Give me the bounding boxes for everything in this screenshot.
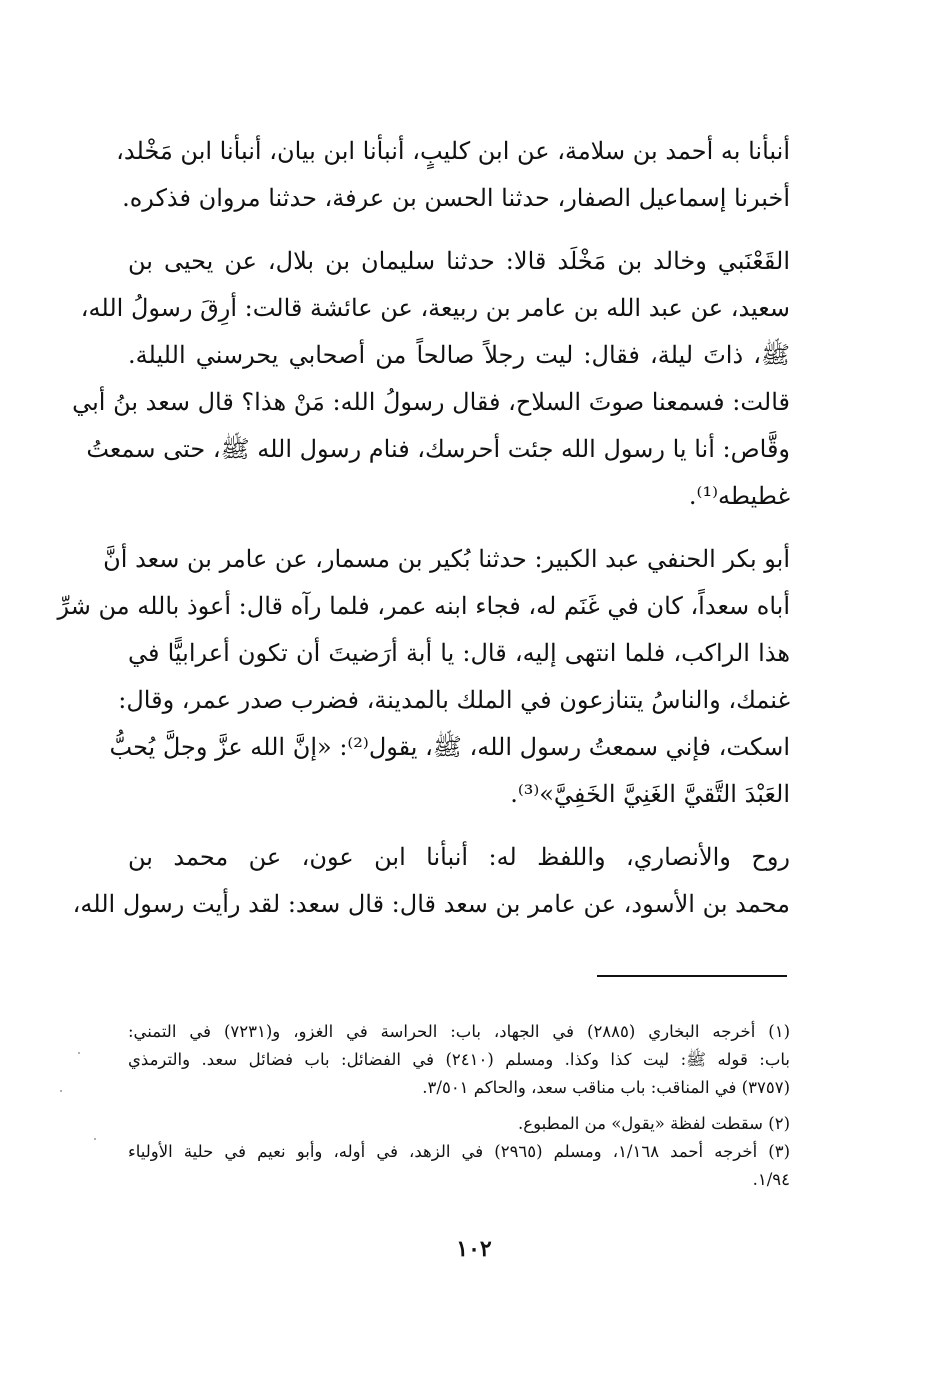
footnote-3 (128, 1138, 790, 1194)
text-line: أخبرنا إسماعيل الصفار، حدثنا الحسن بن عرفة، حدثنا مروان فذكره. (122, 184, 790, 212)
text-line: أنبأنا به أحمد بن سلامة، عن ابن كليبٍ، أنبأنا ابن بيان، أنبأنا ابن مَخْلد، (116, 137, 790, 165)
footnote-line: (٢) سقطت لفظة «يقول» من المطبوع. (518, 1114, 790, 1133)
text-line: هذا الراكب، فلما انتهى إليه، قال: يا أبة أرَضيتَ أن تكون أعرابيًّا في (128, 639, 790, 667)
text-line: محمد بن الأسود، عن عامر بن سعد قال: قال سعد: لقد رأيت رسول الله، (72, 890, 790, 918)
paragraph-2 (72, 238, 790, 520)
text-line: قالت: فسمعنا صوتَ السلاح، فقال رسولُ الله: مَنْ هذا؟ قال سعد بنُ أبي (72, 388, 790, 416)
text-line: غنمك، والناسُ يتنازعون في الملك بالمدينة، فضرب صدر عمر، وقال: (118, 686, 790, 714)
scan-speck (94, 1138, 96, 1140)
footnote-line: (٣٧٥٧) في المناقب: باب مناقب سعد، والحاكم ٣/٥٠١. (422, 1078, 790, 1097)
footnote-separator (597, 975, 787, 977)
paragraph-3 (57, 536, 790, 818)
footnote-line: ١/٩٤. (752, 1170, 790, 1189)
text-line: القَعْنَبي وخالد بن مَخْلَد قالا: حدثنا سليمان بن بلال، عن يحيى بن (128, 247, 790, 275)
page-number: ١٠٢ (456, 1236, 492, 1262)
footnote-line: (٣) أخرجه أحمد ١/١٦٨، ومسلم (٢٩٦٥) في الزهد، في أوله، وأبو نعيم في حلية الأولياء (128, 1142, 790, 1161)
footnote-2 (128, 1110, 790, 1138)
text-line: أبو بكر الحنفي عبد الكبير: حدثنا بُكير بن مسمار، عن عامر بن سعد أنَّ (103, 545, 790, 573)
footnote-line: (١) أخرجه البخاري (٢٨٨٥) في الجهاد، باب: الحراسة في الغزو، و(٧٢٣١) في التمني: (128, 1022, 790, 1041)
footnotes (128, 1018, 790, 1194)
paragraph-1 (116, 128, 790, 222)
text-line: غطيطه⁽¹⁾. (688, 482, 790, 510)
text-line: ﷺ، ذاتَ ليلة، فقال: ليت رجلاً صالحاً من أصحابي يحرسني الليلة. (128, 341, 790, 369)
text-line: العَبْدَ التَّقيَّ الغَنِيَّ الخَفِيَّ»⁽³⁾. (510, 780, 790, 808)
main-text (57, 128, 790, 928)
text-line: روح والأنصاري، واللفظ له: أنبأنا ابن عون، عن محمد بن (128, 843, 790, 871)
text-line: أباه سعداً، كان في غَنَم له، فجاء ابنه عمر، فلما رآه قال: أعوذ بالله من شرِّ (57, 592, 790, 620)
text-line: اسكت، فإني سمعتُ رسول الله، ﷺ، يقول⁽²⁾: «إنَّ الله عزَّ وجلَّ يُحبُّ (109, 733, 790, 761)
text-line: سعيد، عن عبد الله بن عامر بن ربيعة، عن عائشة قالت: أرِقَ رسولُ الله، (80, 294, 790, 322)
footnote-1 (128, 1018, 790, 1102)
text-line: وقَّاص: أنا يا رسول الله جئت أحرسك، فنام رسول الله ﷺ، حتى سمعتُ (86, 435, 790, 463)
footnote-line: باب: قوله ﷺ: ليت كذا وكذا. ومسلم (٢٤١٠) في الفضائل: باب فضائل سعد. والترمذي (128, 1050, 790, 1069)
scan-speck (60, 1090, 62, 1092)
scan-speck (78, 1052, 80, 1054)
paragraph-4 (72, 834, 790, 928)
